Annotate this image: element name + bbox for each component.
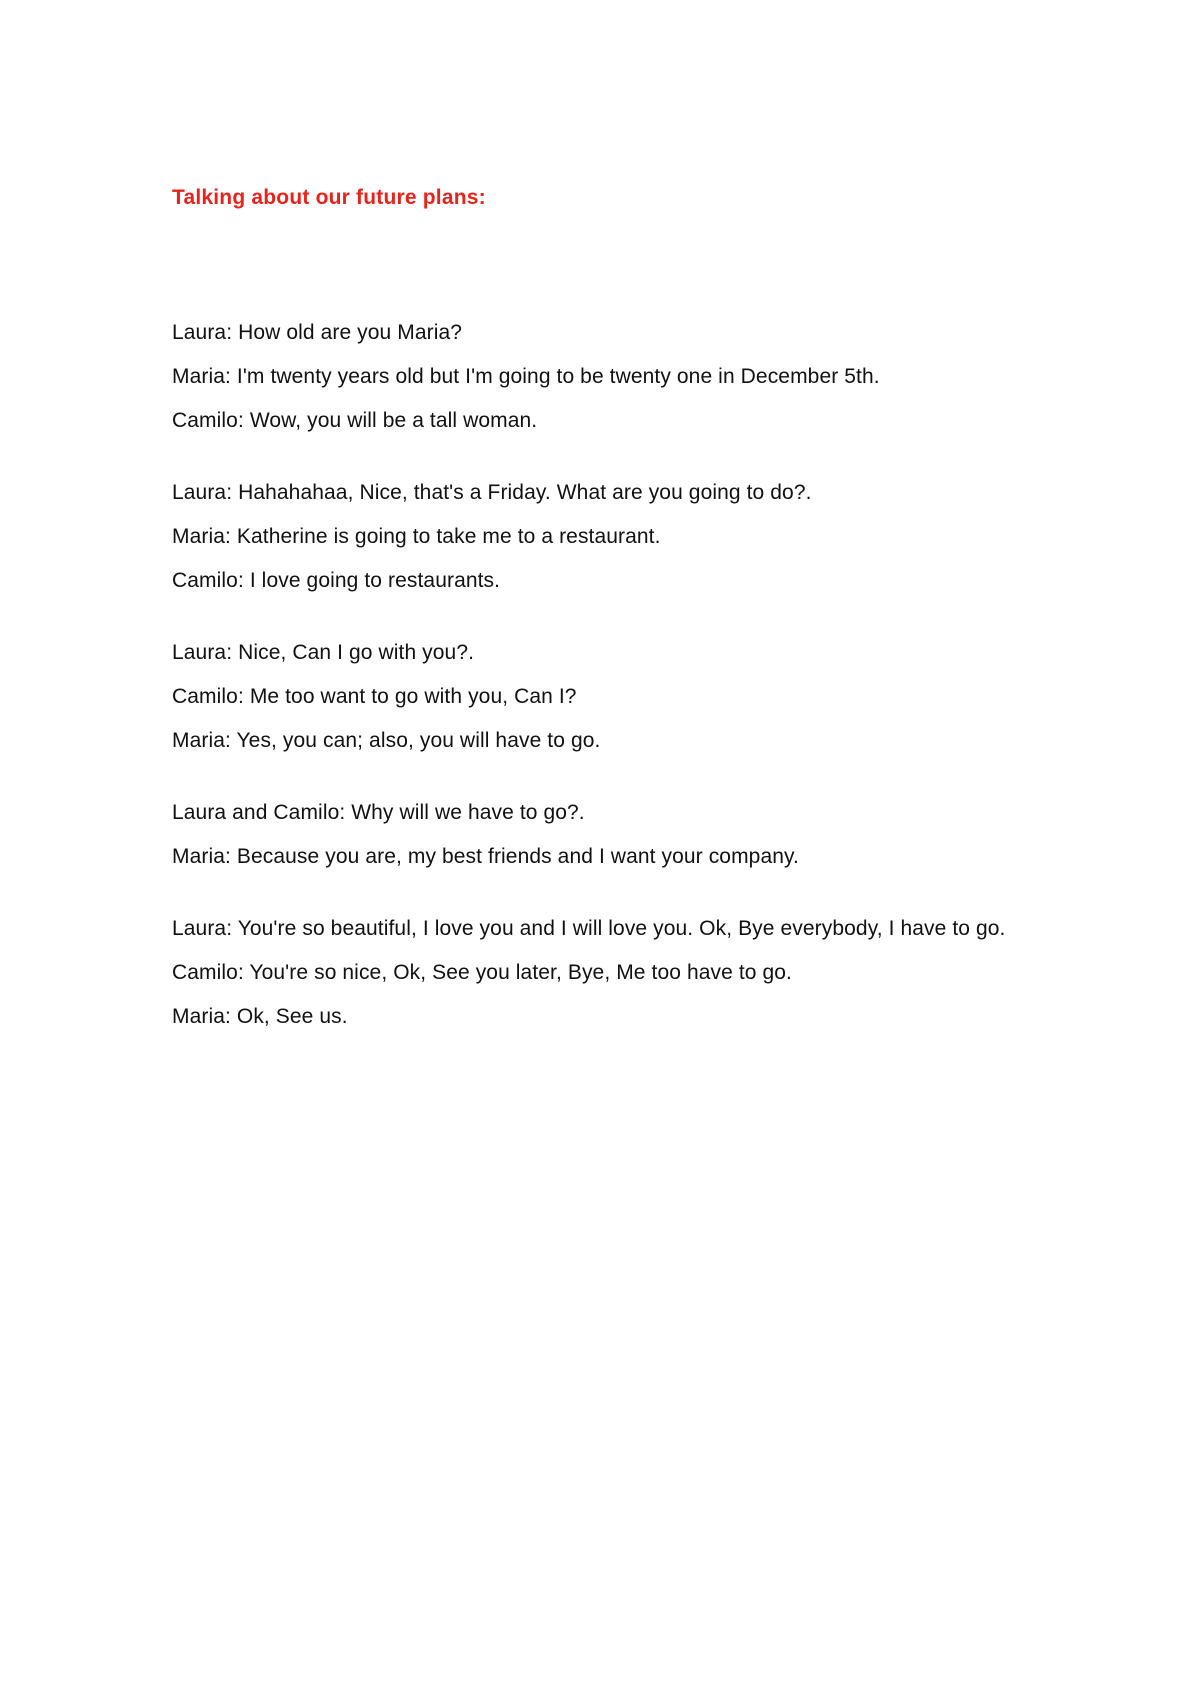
dialogue-line: Camilo: Me too want to go with you, Can I? bbox=[172, 685, 577, 708]
dialogue-line: Maria: Because you are, my best friends and I want your company. bbox=[172, 845, 799, 868]
document-title: Talking about our future plans: bbox=[172, 186, 486, 209]
dialogue-line: Maria: Yes, you can; also, you will have to go. bbox=[172, 729, 601, 752]
dialogue-line: Camilo: Wow, you will be a tall woman. bbox=[172, 409, 538, 432]
dialogue-line: Laura: Hahahahaa, Nice, that's a Friday. What are you going to do?. bbox=[172, 481, 812, 504]
dialogue-line: Maria: Ok, See us. bbox=[172, 1005, 348, 1028]
dialogue-line: Laura and Camilo: Why will we have to go?. bbox=[172, 801, 585, 824]
dialogue-line: Laura: Nice, Can I go with you?. bbox=[172, 641, 475, 664]
dialogue-line: Camilo: I love going to restaurants. bbox=[172, 569, 501, 592]
dialogue-block bbox=[172, 318, 1022, 1046]
dialogue-line: Maria: Katherine is going to take me to a restaurant. bbox=[172, 525, 661, 548]
dialogue-line: Maria: I'm twenty years old but I'm going to be twenty one in December 5th. bbox=[172, 365, 880, 388]
dialogue-line: Laura: How old are you Maria? bbox=[172, 321, 463, 344]
dialogue-line: Camilo: You're so nice, Ok, See you later, Bye, Me too have to go. bbox=[172, 961, 792, 984]
dialogue-line: Laura: You're so beautiful, I love you and I will love you. Ok, Bye everybody, I have to go. bbox=[172, 917, 1006, 940]
